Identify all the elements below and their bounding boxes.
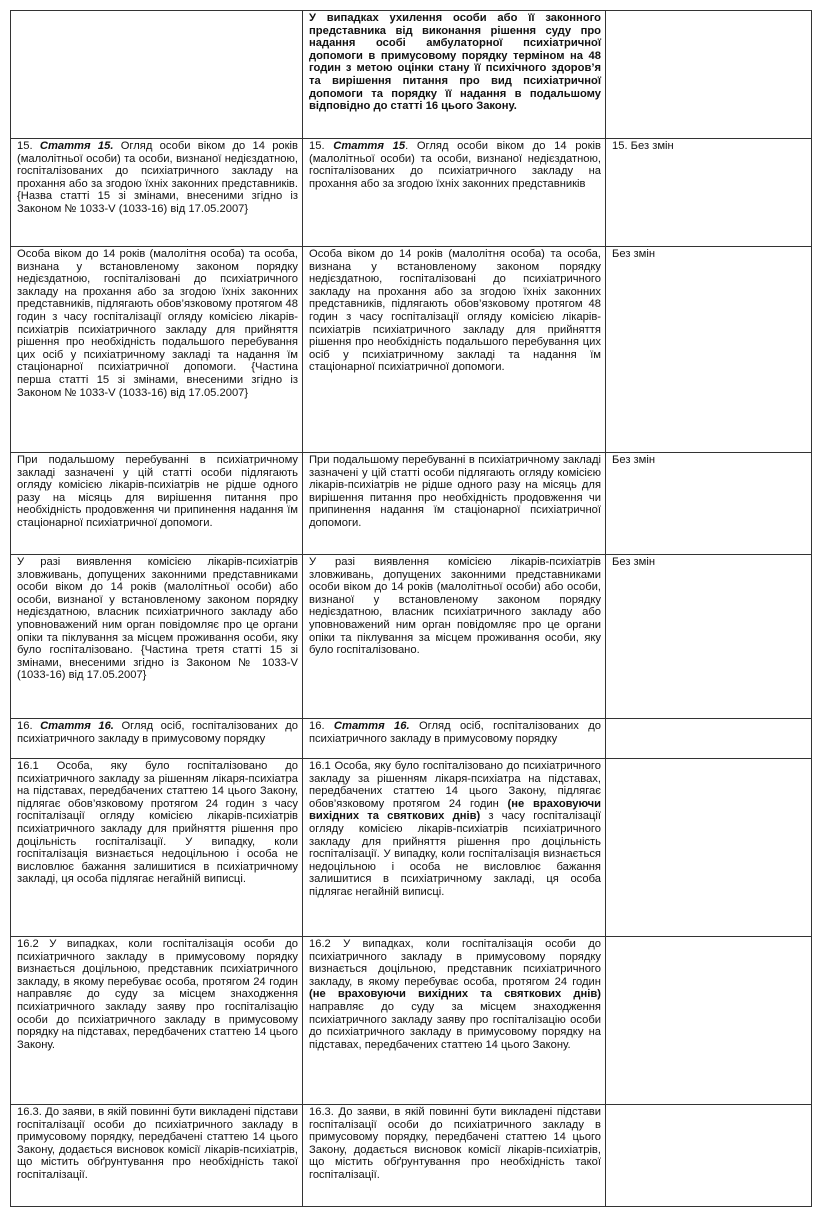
proposed-text-cell — [303, 453, 606, 555]
current-text-cell — [11, 247, 303, 453]
comparison-table — [10, 10, 812, 1207]
cell-text: Без змін — [612, 556, 656, 568]
note-cell — [606, 1105, 812, 1207]
cell-text: (не враховуючи вихідних та святкових днів) — [309, 988, 601, 1001]
cell-text: 15. Без змін — [612, 140, 674, 152]
cell-text: 15. — [309, 140, 334, 152]
cell-text: 16.2 У випадках, коли госпіталізація особи до психіатричного закладу в примусовому порядку визнається доцільною, представник психіатричного закладу, в якому перебуває особа, протягом 24 годин — [309, 938, 601, 988]
table-row — [11, 247, 812, 453]
cell-text: Без змін — [612, 248, 656, 260]
cell-text: У разі виявлення комісією лікарів-психіатрів зловживань, допущених законними представниками особи віком до 14 років (малолітньої особи) або особи, визнаної у встановленому законом порядку недієздатною, власник психіатричного закладу або уповноважений ним орган повідомляє про це органи опіки та піклування за місцем проживання особи, яку було госпіталізовано. {Частина третя статті 15 зі змінами, внесеними згідно із Законом № 1033-V (1033-16) від 17.05.2007} — [17, 556, 298, 682]
cell-text: Огляд особи віком до 14 років (малолітньої особи) та особи, визнаної недієздатною, госпіталізованих до психіатричного закладу на прохання або за згодою їхніх законних представників. {Назва статті 15 зі змінами, внесеними згідно із Законом № 1033-V (1033-16) від 17.05.2007} — [17, 140, 298, 215]
current-text-cell — [11, 1105, 303, 1207]
proposed-text-cell — [303, 247, 606, 453]
cell-text: (не враховуючи вихідних та святкових днів) — [309, 797, 601, 823]
cell-text: У разі виявлення комісією лікарів-психіатрів зловживань, допущених законними представниками особи віком до 14 років (малолітньої особи) або особи, визнаної у встановленому законом порядку недієздатною, власник психіатричного закладу або уповноважений ним орган повідомляє про це органи опіки та піклування за місцем проживання особи, яку було госпіталізовано. — [309, 556, 601, 657]
current-text-cell — [11, 11, 303, 139]
table-row — [11, 139, 812, 247]
note-cell — [606, 719, 812, 759]
cell-text: Огляд осіб, госпіталізованих до психіатричного закладу в примусовому порядку — [309, 720, 601, 745]
note-cell — [606, 139, 812, 247]
current-text-cell — [11, 719, 303, 759]
current-text-cell — [11, 139, 303, 247]
note-cell — [606, 937, 812, 1105]
table-row — [11, 453, 812, 555]
comparison-table-body — [11, 11, 812, 1207]
proposed-text-cell — [303, 139, 606, 247]
cell-text: 16.2 У випадках, коли госпіталізація особи до психіатричного закладу в примусовому порядку визнається доцільною, представник психіатричного закладу, в якому перебуває особа, протягом 24 годин направляє до суду за місцем знаходження психіатричного закладу заяву про госпіталізацію особи до психіатричного закладу в примусовому порядку на підставах, передбачених статтею 14 цього Закону. — [17, 938, 298, 1051]
cell-text: При подальшому перебуванні в психіатричному закладі зазначені у цій статті особи підлягають огляду комісією лікарів-психіатрів не рідше одного разу на місяць для вирішення питання про необхідність продовження чи припинення надання їм стаціонарної психіатричної допомоги. — [309, 454, 601, 529]
table-row — [11, 11, 812, 139]
cell-text: 16. — [309, 720, 334, 732]
cell-text: Стаття 15. — [39, 140, 114, 152]
table-row — [11, 759, 812, 937]
proposed-text-cell — [303, 759, 606, 937]
proposed-text-cell — [303, 719, 606, 759]
cell-text: 16. — [17, 720, 41, 732]
cell-text: Особа віком до 14 років (малолітня особа) та особа, визнана у встановленому законом порядку недієздатною, госпіталізовані до психіатричного закладу на прохання або за згодою їхніх законних представників, підлягають обов’язковому протягом 48 годин з часу госпіталізації огляду комісією лікарів-психіатрів психіатричного закладу для прийняття рішення про необхідність подальшого перебування цих осіб у психіатричному закладі та надання їм стаціонарної психіатричної допомоги. — [309, 248, 601, 374]
note-cell — [606, 453, 812, 555]
cell-text: Без змін — [612, 454, 656, 466]
current-text-cell — [11, 759, 303, 937]
table-row — [11, 555, 812, 719]
proposed-text-cell — [303, 11, 606, 139]
proposed-text-cell — [303, 555, 606, 719]
proposed-text-cell — [303, 937, 606, 1105]
note-cell — [606, 759, 812, 937]
cell-text: 15. — [17, 140, 40, 152]
cell-text: Огляд осіб, госпіталізованих до психіатричного закладу в примусовому порядку — [17, 720, 298, 745]
note-cell — [606, 11, 812, 139]
cell-text: . Огляд особи віком до 14 років (малолітньої особи) та особи, визнаної недієздатною, госпіталізованих до психіатричного закладу на прохання або за згодою їхніх законних представників — [309, 140, 601, 190]
current-text-cell — [11, 453, 303, 555]
cell-text: з часу госпіталізації огляду комісією лікарів-психіатрів психіатричного закладу для прийняття рішення про доцільність госпіталізації. У випадку, коли госпіталізація визнається недоцільною і особа не висловлює бажання залишитися в психіатричному закладі, ця особа підлягає негайній виписці. — [309, 810, 601, 898]
cell-text: 16.1 Особа, яку було госпіталізовано до психіатричного закладу за рішенням лікаря-психіатра на підставах, передбачених статтею 14 цього Закону, підлягає обов’язковому протягом 24 годин — [309, 760, 601, 810]
cell-text: направляє до суду за місцем знаходження психіатричного закладу заяву про госпіталізацію особи до психіатричного закладу в примусовому порядку на підставах, передбачених статтею 14 цього Закону. — [309, 1000, 601, 1051]
cell-text: 16.3. До заяви, в якій повинні бути викладені підстави госпіталізації особи до психіатричного закладу в примусовому порядку, передбачені статтею 14 цього Закону, додається висновок комісії лікарів-психіатрів, що містить обґрунтування про необхідність такої госпіталізації. — [17, 1106, 298, 1181]
cell-text: 16.1 Особа, яку було госпіталізовано до психіатричного закладу за рішенням лікаря-психіатра на підставах, передбачених статтею 14 цього Закону, підлягає обов’язковому протягом 24 годин з часу госпіталізації огляду комісією лікарів-психіатрів психіатричного закладу для прийняття рішення про доцільність госпіталізації. У випадку, коли госпіталізація визнається недоцільною і особа не висловлює бажання залишитися в психіатричному закладі, ця особа підлягає негайній виписці. — [17, 760, 298, 886]
cell-text: Стаття 15 — [333, 140, 406, 152]
table-row — [11, 937, 812, 1105]
proposed-text-cell — [303, 1105, 606, 1207]
table-row — [11, 719, 812, 759]
cell-text: 16.3. До заяви, в якій повинні бути викладені підстави госпіталізації особи до психіатричного закладу в примусовому порядку, передбачені статтею 14 цього Закону, додається висновок комісії лікарів-психіатрів, що містить обґрунтування про необхідність такої госпіталізації. — [309, 1106, 601, 1181]
cell-text: При подальшому перебуванні в психіатричному закладі зазначені у цій статті особи підлягають огляду комісією лікарів-психіатрів не рідше одного разу на місяць для вирішення питання про необхідність продовження чи припинення надання їм стаціонарної психіатричної допомоги. — [17, 454, 298, 529]
note-cell — [606, 247, 812, 453]
current-text-cell — [11, 555, 303, 719]
current-text-cell — [11, 937, 303, 1105]
table-row — [11, 1105, 812, 1207]
note-cell — [606, 555, 812, 719]
cell-text: У випадках ухилення особи або її законного представника від виконання рішення суду про надання особі амбулаторної психіатричної допомоги в примусовому порядку терміном на 48 годин з метою оцінки стану її психічного здоров’я та вирішення питання про вид психіатричної допомоги та порядку її надання в подальшому відповідно до статті 16 цього Закону. — [309, 12, 601, 113]
cell-text: Особа віком до 14 років (малолітня особа) та особа, визнана у встановленому законом порядку недієздатною, госпіталізовані до психіатричного закладу на прохання або за згодою їхніх законних представників, підлягають обов’язковому протягом 48 годин з часу госпіталізації огляду комісією лікарів-психіатрів психіатричного закладу для прийняття рішення про необхідність подальшого перебування цих осіб у психіатричному закладі та надання їм стаціонарної психіатричної допомоги. {Частина перша статті 15 зі змінами, внесеними згідно із Законом № 1033-V (1033-16) від 17.05.2007} — [17, 248, 298, 399]
cell-text: Стаття 16. — [40, 720, 114, 732]
cell-text: Стаття 16. — [333, 720, 410, 732]
